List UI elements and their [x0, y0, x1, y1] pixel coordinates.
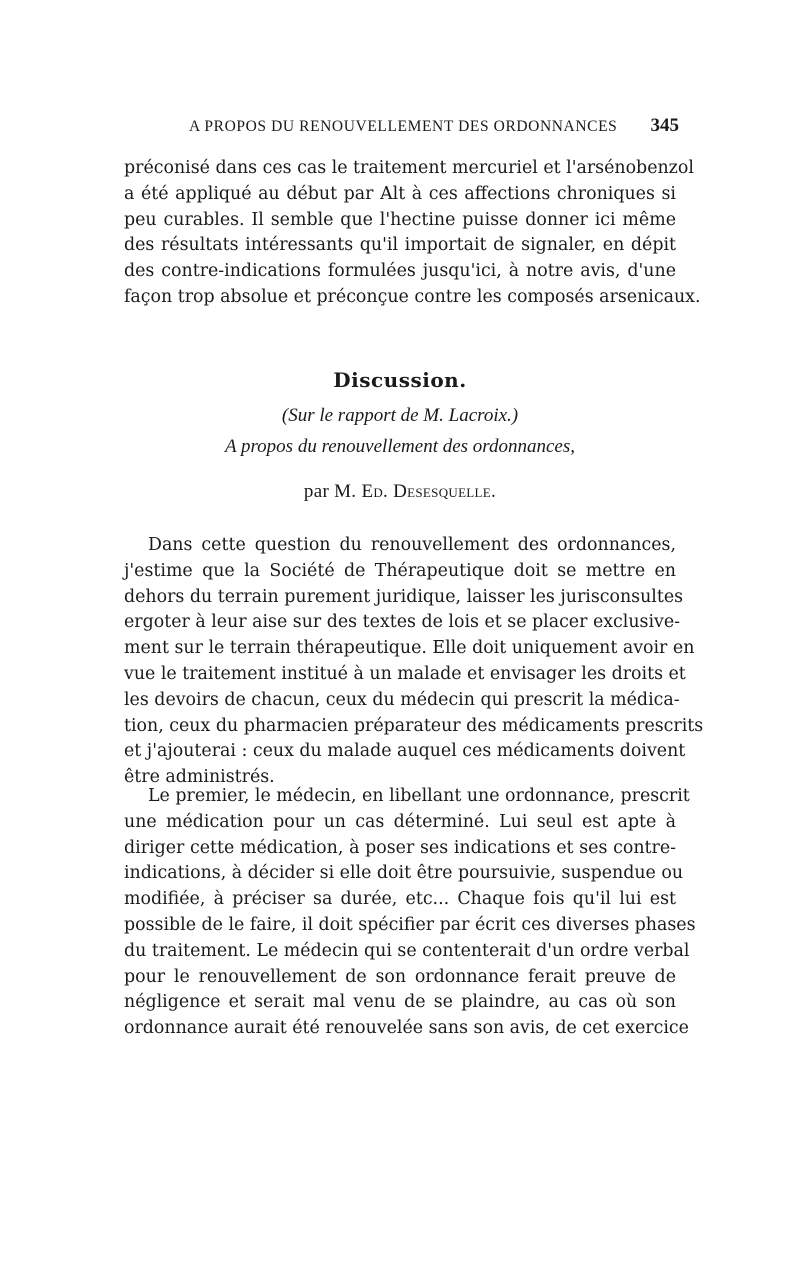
- text-line: des résultats intéressants qu'il importait de signaler, en dépit: [124, 235, 676, 256]
- running-head-title: A PROPOS DU RENOUVELLEMENT DES ORDONNANCES: [189, 118, 618, 135]
- text-line: peu curables. Il semble que l'hectine puisse donner ici même: [124, 209, 676, 230]
- text-line: les devoirs de chacun, ceux du médecin qui prescrit la médica-: [124, 689, 680, 710]
- author-name: Ed. Desesquelle.: [361, 481, 497, 502]
- text-line: et j'ajouterai : ceux du malade auquel ces médicaments doivent: [124, 741, 686, 762]
- text-line: ment sur le terrain thérapeutique. Elle doit uniquement avoir en: [124, 638, 695, 659]
- paragraph-discussion-2: [124, 784, 696, 1042]
- text-line: j'estime que la Société de Thérapeutique doit se mettre en: [124, 560, 676, 581]
- text-line: vue le traitement institué à un malade et envisager les droits et: [124, 663, 686, 684]
- paragraph-intro: [124, 156, 701, 311]
- text-line: dehors du terrain purement juridique, laisser les jurisconsultes: [124, 586, 684, 607]
- text-line: diriger cette médication, à poser ses indications et ses contre-: [124, 837, 676, 858]
- text-line: des contre-indications formulées jusqu'ici, à notre avis, d'une: [124, 261, 676, 282]
- text-line: modifiée, à préciser sa durée, etc... Chaque fois qu'il lui est: [124, 889, 676, 910]
- text-line: préconisé dans ces cas le traitement mercuriel et l'arsénobenzol: [124, 158, 694, 178]
- text-line: être administrés.: [124, 767, 275, 788]
- author-prefix: par M.: [303, 481, 357, 502]
- text-line: Dans cette question du renouvellement des ordonnances,: [148, 535, 676, 555]
- text-line: une médication pour un cas déterminé. Lui seul est apte à: [124, 811, 676, 832]
- text-line: ergoter à leur aise sur des textes de lois et se placer exclusive-: [124, 612, 681, 633]
- section-subtitle-topic: A propos du renouvellement des ordonnances,: [224, 436, 576, 457]
- text-line: tion, ceux du pharmacien préparateur des médicaments prescrits: [124, 715, 704, 736]
- text-line: indications, à décider si elle doit être poursuivie, suspendue ou: [124, 863, 684, 884]
- text-line: du traitement. Le médecin qui se contenterait d'un ordre verbal: [124, 940, 690, 961]
- paragraph-discussion-1: [124, 533, 704, 791]
- section-subtitle-report: (Sur le rapport de M. Lacroix.): [281, 405, 519, 426]
- text-line: ordonnance aurait été renouvelée sans son avis, de cet exercice: [124, 1018, 689, 1039]
- page-number: 345: [650, 115, 679, 136]
- text-line: a été appliqué au début par Alt à ces affections chroniques si: [124, 183, 676, 204]
- text-line: Le premier, le médecin, en libellant une ordonnance, prescrit: [148, 786, 690, 806]
- author-line: [0, 481, 800, 503]
- text-line: possible de le faire, il doit spécifier par écrit ces diverses phases: [124, 914, 696, 935]
- text-line: façon trop absolue et préconçue contre les composés arsenicaux.: [124, 286, 701, 307]
- text-line: négligence et serait mal venu de se plaindre, au cas où son: [124, 992, 676, 1013]
- running-head: [189, 115, 679, 136]
- section-heading: Discussion.: [333, 368, 467, 392]
- text-line: pour le renouvellement de son ordonnance ferait preuve de: [124, 966, 676, 987]
